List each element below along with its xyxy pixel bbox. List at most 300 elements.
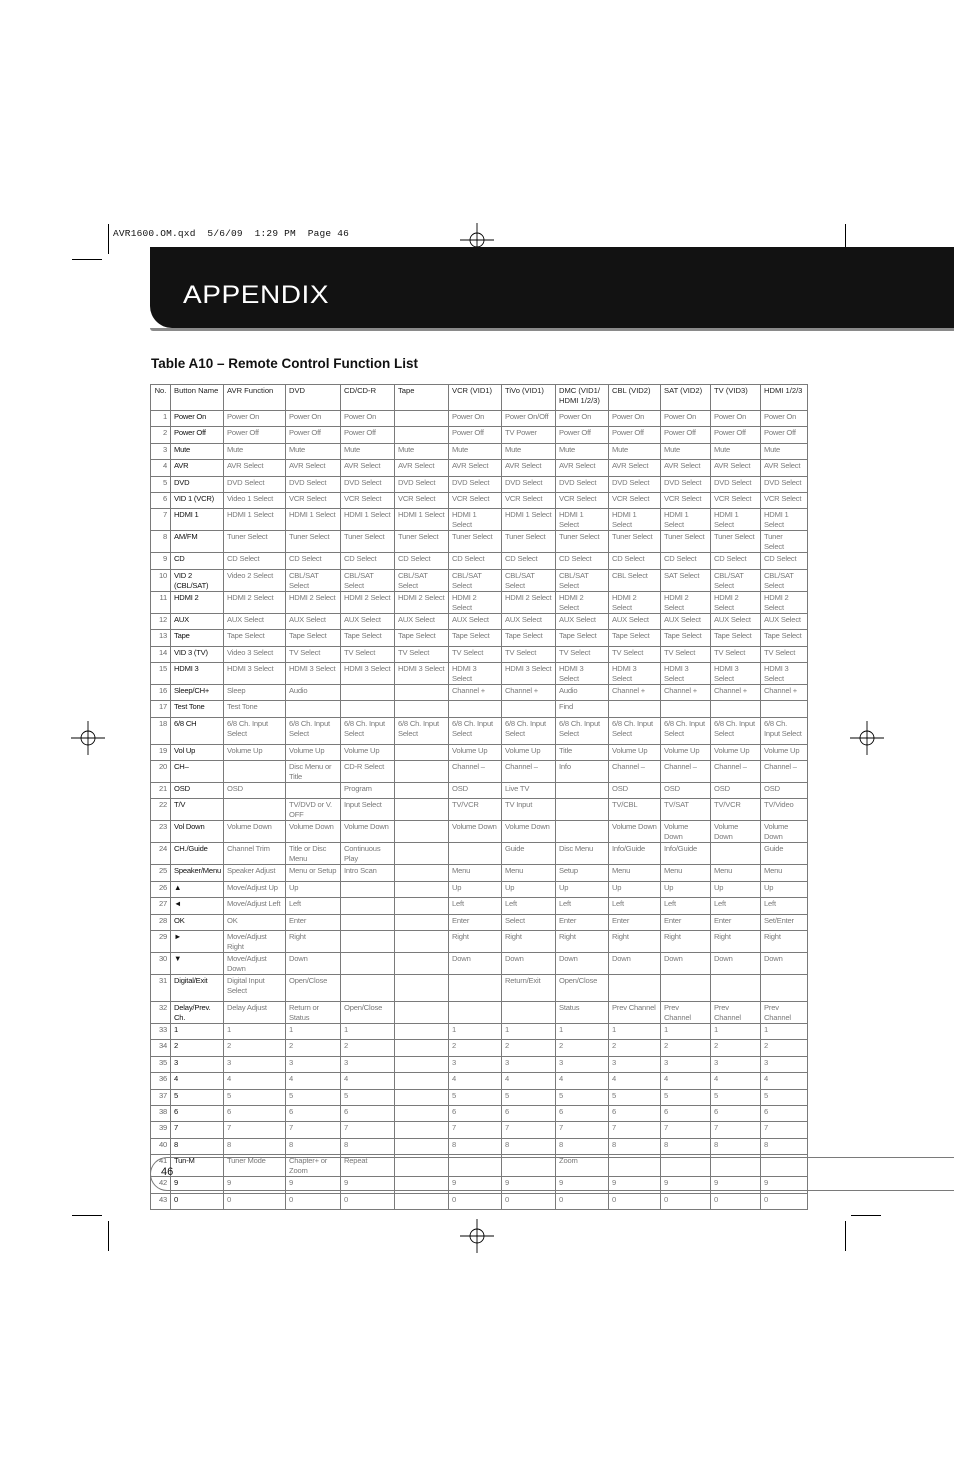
button-name: CD bbox=[171, 553, 224, 569]
function-cell: Continuous Play bbox=[341, 843, 395, 865]
function-cell: Up bbox=[661, 881, 711, 897]
table-row bbox=[151, 717, 808, 744]
function-cell: 6 bbox=[224, 1105, 286, 1121]
function-cell: Tuner Mode bbox=[224, 1155, 286, 1177]
function-cell: Down bbox=[609, 953, 661, 975]
registration-mark-icon bbox=[71, 721, 105, 755]
function-cell: 7 bbox=[449, 1122, 502, 1138]
function-cell: 1 bbox=[502, 1024, 556, 1040]
function-cell: AUX Select bbox=[286, 613, 341, 629]
function-cell: Mute bbox=[556, 443, 609, 459]
function-cell: Channel + bbox=[449, 684, 502, 700]
function-cell: 1 bbox=[224, 1024, 286, 1040]
table-row bbox=[151, 1073, 808, 1089]
function-cell: AVR Select bbox=[661, 460, 711, 476]
function-cell: Tuner Select bbox=[224, 531, 286, 553]
function-cell: Digital Input Select bbox=[224, 975, 286, 1002]
function-cell: Channel Trim bbox=[224, 843, 286, 865]
function-cell: 0 bbox=[661, 1193, 711, 1209]
table-row bbox=[151, 821, 808, 843]
function-cell bbox=[449, 843, 502, 865]
function-cell: Prev Channel bbox=[661, 1002, 711, 1024]
function-cell: 2 bbox=[286, 1040, 341, 1056]
function-cell bbox=[341, 953, 395, 975]
row-number: 5 bbox=[151, 476, 171, 492]
function-cell: 9 bbox=[556, 1177, 609, 1193]
function-cell bbox=[502, 1002, 556, 1024]
row-number: 25 bbox=[151, 865, 171, 881]
table-row bbox=[151, 843, 808, 865]
function-cell: Right bbox=[556, 931, 609, 953]
function-cell: Video 2 Select bbox=[224, 569, 286, 591]
row-number: 39 bbox=[151, 1122, 171, 1138]
function-cell: 6 bbox=[502, 1105, 556, 1121]
function-cell bbox=[341, 898, 395, 914]
function-cell: CBL Select bbox=[609, 569, 661, 591]
function-cell: DVD Select bbox=[761, 476, 808, 492]
table-row bbox=[151, 1089, 808, 1105]
function-cell: Power On bbox=[449, 411, 502, 427]
function-cell: 9 bbox=[341, 1177, 395, 1193]
function-cell: Power On bbox=[556, 411, 609, 427]
function-cell: Intro Scan bbox=[341, 865, 395, 881]
function-cell: Open/Close bbox=[341, 1002, 395, 1024]
button-name: 7 bbox=[171, 1122, 224, 1138]
column-header: DVD bbox=[286, 385, 341, 411]
function-cell: Disc Menu or Title bbox=[286, 761, 341, 783]
row-number: 37 bbox=[151, 1089, 171, 1105]
function-cell: TV Select bbox=[556, 646, 609, 662]
function-cell: 8 bbox=[661, 1138, 711, 1154]
function-cell: Left bbox=[556, 898, 609, 914]
function-cell: Left bbox=[502, 898, 556, 914]
function-cell: CBL/SAT Select bbox=[341, 569, 395, 591]
function-cell: 9 bbox=[286, 1177, 341, 1193]
function-cell: Volume Down bbox=[761, 821, 808, 843]
function-cell bbox=[341, 701, 395, 717]
function-cell: Chapter+ or Zoom bbox=[286, 1155, 341, 1177]
row-number: 2 bbox=[151, 427, 171, 443]
function-cell: Info/Guide bbox=[661, 843, 711, 865]
function-cell: SAT Select bbox=[661, 569, 711, 591]
column-header: VCR (VID1) bbox=[449, 385, 502, 411]
row-number: 7 bbox=[151, 509, 171, 531]
row-number: 1 bbox=[151, 411, 171, 427]
function-cell: AVR Select bbox=[341, 460, 395, 476]
button-name: HDMI 1 bbox=[171, 509, 224, 531]
function-cell: HDMI 2 Select bbox=[761, 591, 808, 613]
function-cell: Mute bbox=[341, 443, 395, 459]
function-cell: Volume Down bbox=[449, 821, 502, 843]
function-cell: Menu bbox=[761, 865, 808, 881]
function-cell: Video 3 Select bbox=[224, 646, 286, 662]
function-cell bbox=[449, 1002, 502, 1024]
function-cell: AVR Select bbox=[502, 460, 556, 476]
row-number: 27 bbox=[151, 898, 171, 914]
function-cell: 2 bbox=[711, 1040, 761, 1056]
function-cell: CBL/SAT Select bbox=[449, 569, 502, 591]
function-cell: 6/8 Ch. Input Select bbox=[502, 717, 556, 744]
file-slug: AVR1600.OM.qxd 5/6/09 1:29 PM Page 46 bbox=[113, 228, 350, 239]
function-cell bbox=[395, 1138, 449, 1154]
function-cell: Power Off bbox=[609, 427, 661, 443]
function-cell: Power On bbox=[661, 411, 711, 427]
table-row bbox=[151, 1193, 808, 1209]
crop-mark bbox=[72, 1215, 102, 1216]
row-number: 13 bbox=[151, 630, 171, 646]
function-cell: Power On bbox=[286, 411, 341, 427]
function-cell: HDMI 1 Select bbox=[502, 509, 556, 531]
function-cell: Info/Guide bbox=[609, 843, 661, 865]
row-number: 24 bbox=[151, 843, 171, 865]
function-cell: VCR Select bbox=[711, 492, 761, 508]
function-cell: Open/Close bbox=[556, 975, 609, 1002]
function-cell: TV Select bbox=[502, 646, 556, 662]
table-row bbox=[151, 443, 808, 459]
function-cell: Info bbox=[556, 761, 609, 783]
function-cell: Menu bbox=[661, 865, 711, 881]
function-cell: DVD Select bbox=[502, 476, 556, 492]
row-number: 40 bbox=[151, 1138, 171, 1154]
function-cell: TV Select bbox=[449, 646, 502, 662]
table-row bbox=[151, 1138, 808, 1154]
function-cell: 6 bbox=[711, 1105, 761, 1121]
function-cell: Power Off bbox=[711, 427, 761, 443]
function-cell: Power Off bbox=[286, 427, 341, 443]
function-cell: 1 bbox=[711, 1024, 761, 1040]
function-cell: Channel + bbox=[502, 684, 556, 700]
function-cell: Open/Close bbox=[286, 975, 341, 1002]
function-cell: Select bbox=[502, 914, 556, 930]
function-cell: Channel – bbox=[609, 761, 661, 783]
function-cell: Volume Down bbox=[661, 821, 711, 843]
function-cell: CD Select bbox=[395, 553, 449, 569]
function-cell: AUX Select bbox=[341, 613, 395, 629]
function-cell bbox=[395, 701, 449, 717]
function-cell: Return or Status bbox=[286, 1002, 341, 1024]
function-cell: HDMI 3 Select bbox=[341, 662, 395, 684]
function-cell: 5 bbox=[609, 1089, 661, 1105]
function-cell: HDMI 3 Select bbox=[395, 662, 449, 684]
crop-mark bbox=[851, 1215, 881, 1216]
table-row bbox=[151, 411, 808, 427]
function-cell: Power On/Off bbox=[502, 411, 556, 427]
function-cell bbox=[395, 898, 449, 914]
function-cell: 4 bbox=[661, 1073, 711, 1089]
function-cell bbox=[395, 1122, 449, 1138]
function-cell: 0 bbox=[224, 1193, 286, 1209]
button-name: Vol Down bbox=[171, 821, 224, 843]
function-cell: Enter bbox=[661, 914, 711, 930]
function-cell: 4 bbox=[224, 1073, 286, 1089]
function-cell: VCR Select bbox=[395, 492, 449, 508]
function-cell: HDMI 2 Select bbox=[502, 591, 556, 613]
function-cell: OK bbox=[224, 914, 286, 930]
registration-mark-icon bbox=[850, 721, 884, 755]
function-cell: DVD Select bbox=[609, 476, 661, 492]
function-cell: VCR Select bbox=[556, 492, 609, 508]
function-cell bbox=[395, 783, 449, 799]
function-cell: HDMI 2 Select bbox=[661, 591, 711, 613]
function-cell bbox=[395, 799, 449, 821]
table-row bbox=[151, 975, 808, 1002]
function-cell: 7 bbox=[761, 1122, 808, 1138]
button-name: 6 bbox=[171, 1105, 224, 1121]
function-cell: 0 bbox=[609, 1193, 661, 1209]
function-cell bbox=[502, 701, 556, 717]
function-cell bbox=[556, 821, 609, 843]
function-cell: 5 bbox=[341, 1089, 395, 1105]
row-number: 29 bbox=[151, 931, 171, 953]
row-number: 21 bbox=[151, 783, 171, 799]
page-number: 46 bbox=[161, 1166, 174, 1178]
function-cell: 3 bbox=[609, 1056, 661, 1072]
function-cell: 9 bbox=[449, 1177, 502, 1193]
page-title: APPENDIX bbox=[183, 281, 330, 309]
function-cell: Tape Select bbox=[761, 630, 808, 646]
button-name: VID 2 (CBL/SAT) bbox=[171, 569, 224, 591]
function-cell: Tape Select bbox=[341, 630, 395, 646]
function-cell bbox=[395, 427, 449, 443]
row-number: 9 bbox=[151, 553, 171, 569]
function-cell: Down bbox=[661, 953, 711, 975]
function-cell bbox=[556, 783, 609, 799]
row-number: 30 bbox=[151, 953, 171, 975]
function-cell: 3 bbox=[761, 1056, 808, 1072]
function-cell: 7 bbox=[556, 1122, 609, 1138]
function-cell: AVR Select bbox=[449, 460, 502, 476]
function-cell: Up bbox=[609, 881, 661, 897]
table-row bbox=[151, 761, 808, 783]
function-cell: 6 bbox=[661, 1105, 711, 1121]
table-row bbox=[151, 509, 808, 531]
function-cell: 7 bbox=[341, 1122, 395, 1138]
function-cell: Left bbox=[761, 898, 808, 914]
function-cell: Volume Up bbox=[711, 744, 761, 760]
function-cell: HDMI 3 Select bbox=[761, 662, 808, 684]
function-cell bbox=[761, 975, 808, 1002]
table-row bbox=[151, 701, 808, 717]
function-cell: 0 bbox=[711, 1193, 761, 1209]
function-cell: VCR Select bbox=[449, 492, 502, 508]
function-cell bbox=[395, 411, 449, 427]
button-name: ▲ bbox=[171, 881, 224, 897]
function-cell: Tuner Select bbox=[502, 531, 556, 553]
row-number: 35 bbox=[151, 1056, 171, 1072]
function-cell: Up bbox=[286, 881, 341, 897]
row-number: 11 bbox=[151, 591, 171, 613]
function-cell bbox=[761, 701, 808, 717]
function-cell: Volume Up bbox=[502, 744, 556, 760]
function-cell: 8 bbox=[609, 1138, 661, 1154]
column-header: AVR Function bbox=[224, 385, 286, 411]
function-cell: Channel – bbox=[502, 761, 556, 783]
function-cell bbox=[395, 1073, 449, 1089]
table-body bbox=[151, 411, 808, 1210]
table-row bbox=[151, 953, 808, 975]
function-cell: 7 bbox=[711, 1122, 761, 1138]
function-cell: 0 bbox=[556, 1193, 609, 1209]
table-row bbox=[151, 744, 808, 760]
table-row bbox=[151, 881, 808, 897]
table-row bbox=[151, 1122, 808, 1138]
function-cell: Right bbox=[711, 931, 761, 953]
button-name: ◄ bbox=[171, 898, 224, 914]
function-cell bbox=[341, 931, 395, 953]
function-cell: 8 bbox=[286, 1138, 341, 1154]
function-cell: 5 bbox=[761, 1089, 808, 1105]
row-number: 43 bbox=[151, 1193, 171, 1209]
table-row bbox=[151, 898, 808, 914]
button-name: 6/8 CH bbox=[171, 717, 224, 744]
function-cell: Right bbox=[449, 931, 502, 953]
function-cell: Mute bbox=[711, 443, 761, 459]
function-cell: DVD Select bbox=[341, 476, 395, 492]
row-number: 42 bbox=[151, 1177, 171, 1193]
function-cell: 3 bbox=[286, 1056, 341, 1072]
function-cell bbox=[449, 701, 502, 717]
button-name: 4 bbox=[171, 1073, 224, 1089]
function-cell: HDMI 2 Select bbox=[556, 591, 609, 613]
row-number: 18 bbox=[151, 717, 171, 744]
crop-mark bbox=[845, 1221, 846, 1251]
function-cell: Channel + bbox=[761, 684, 808, 700]
function-cell: Menu bbox=[449, 865, 502, 881]
column-header: HDMI 1/2/3 bbox=[761, 385, 808, 411]
function-cell bbox=[661, 701, 711, 717]
button-name: Delay/Prev. Ch. bbox=[171, 1002, 224, 1024]
function-cell: CD Select bbox=[556, 553, 609, 569]
function-cell: 5 bbox=[711, 1089, 761, 1105]
function-cell: AVR Select bbox=[556, 460, 609, 476]
function-cell bbox=[341, 914, 395, 930]
function-cell: 7 bbox=[661, 1122, 711, 1138]
column-header: SAT (VID2) bbox=[661, 385, 711, 411]
function-cell: 9 bbox=[224, 1177, 286, 1193]
function-cell bbox=[395, 1024, 449, 1040]
button-name: Tape bbox=[171, 630, 224, 646]
function-cell: 3 bbox=[556, 1056, 609, 1072]
registration-mark-icon bbox=[460, 1219, 494, 1253]
function-cell: 6 bbox=[449, 1105, 502, 1121]
function-cell: AUX Select bbox=[661, 613, 711, 629]
function-cell: TV Power bbox=[502, 427, 556, 443]
function-cell: Volume Up bbox=[661, 744, 711, 760]
function-cell: Volume Up bbox=[224, 744, 286, 760]
function-cell: 8 bbox=[341, 1138, 395, 1154]
function-cell: Volume Down bbox=[341, 821, 395, 843]
function-cell: 6 bbox=[609, 1105, 661, 1121]
function-cell: Down bbox=[449, 953, 502, 975]
function-cell bbox=[395, 843, 449, 865]
function-cell: TV/SAT bbox=[661, 799, 711, 821]
function-cell: HDMI 2 Select bbox=[341, 591, 395, 613]
function-cell: DVD Select bbox=[224, 476, 286, 492]
function-cell: CD Select bbox=[761, 553, 808, 569]
row-number: 4 bbox=[151, 460, 171, 476]
table-row bbox=[151, 630, 808, 646]
function-cell: Menu bbox=[711, 865, 761, 881]
button-name: OSD bbox=[171, 783, 224, 799]
function-cell: VCR Select bbox=[609, 492, 661, 508]
function-cell: Zoom bbox=[556, 1155, 609, 1177]
function-cell: Tuner Select bbox=[761, 531, 808, 553]
function-cell: 6/8 Ch. Input Select bbox=[449, 717, 502, 744]
function-cell: 5 bbox=[286, 1089, 341, 1105]
button-name: VID 1 (VCR) bbox=[171, 492, 224, 508]
function-cell: Setup bbox=[556, 865, 609, 881]
function-cell: Volume Down bbox=[502, 821, 556, 843]
function-cell: Enter bbox=[556, 914, 609, 930]
function-cell: Power Off bbox=[761, 427, 808, 443]
function-cell: CD Select bbox=[286, 553, 341, 569]
function-cell: 3 bbox=[711, 1056, 761, 1072]
button-name: T/V bbox=[171, 799, 224, 821]
row-number: 6 bbox=[151, 492, 171, 508]
function-cell: Tuner Select bbox=[395, 531, 449, 553]
function-cell bbox=[395, 931, 449, 953]
function-cell: HDMI 2 Select bbox=[449, 591, 502, 613]
function-cell bbox=[224, 761, 286, 783]
function-cell: Tape Select bbox=[556, 630, 609, 646]
function-cell: Tape Select bbox=[286, 630, 341, 646]
function-cell: CD Select bbox=[224, 553, 286, 569]
row-number: 19 bbox=[151, 744, 171, 760]
function-cell: 1 bbox=[286, 1024, 341, 1040]
function-cell bbox=[395, 1040, 449, 1056]
function-cell: HDMI 1 Select bbox=[395, 509, 449, 531]
function-cell: Tuner Select bbox=[609, 531, 661, 553]
function-cell: HDMI 3 Select bbox=[224, 662, 286, 684]
table-row bbox=[151, 569, 808, 591]
row-number: 26 bbox=[151, 881, 171, 897]
function-cell: 8 bbox=[502, 1138, 556, 1154]
function-cell: Power Off bbox=[556, 427, 609, 443]
button-name: 2 bbox=[171, 1040, 224, 1056]
function-cell: Right bbox=[609, 931, 661, 953]
row-number: 41 bbox=[151, 1155, 171, 1177]
crop-mark bbox=[72, 259, 102, 260]
function-cell: VCR Select bbox=[286, 492, 341, 508]
function-cell: 4 bbox=[449, 1073, 502, 1089]
function-cell: Power On bbox=[224, 411, 286, 427]
row-number: 3 bbox=[151, 443, 171, 459]
column-header: Button Name bbox=[171, 385, 224, 411]
function-cell: Prev Channel bbox=[609, 1002, 661, 1024]
row-number: 33 bbox=[151, 1024, 171, 1040]
function-cell: Title or Disc Menu bbox=[286, 843, 341, 865]
function-cell: 4 bbox=[609, 1073, 661, 1089]
function-cell: Title bbox=[556, 744, 609, 760]
table-row bbox=[151, 1056, 808, 1072]
function-cell: Mute bbox=[395, 443, 449, 459]
function-cell: TV Select bbox=[341, 646, 395, 662]
function-cell: Up bbox=[449, 881, 502, 897]
table-row bbox=[151, 865, 808, 881]
button-name: CH– bbox=[171, 761, 224, 783]
function-cell: DVD Select bbox=[395, 476, 449, 492]
function-cell bbox=[395, 865, 449, 881]
function-cell: DVD Select bbox=[449, 476, 502, 492]
function-cell: AVR Select bbox=[224, 460, 286, 476]
function-cell: 7 bbox=[286, 1122, 341, 1138]
function-cell: Volume Up bbox=[341, 744, 395, 760]
function-cell: TV Input bbox=[502, 799, 556, 821]
function-cell: Power Off bbox=[661, 427, 711, 443]
function-cell: Volume Up bbox=[761, 744, 808, 760]
function-cell: Up bbox=[502, 881, 556, 897]
button-name: Tun-M bbox=[171, 1155, 224, 1177]
